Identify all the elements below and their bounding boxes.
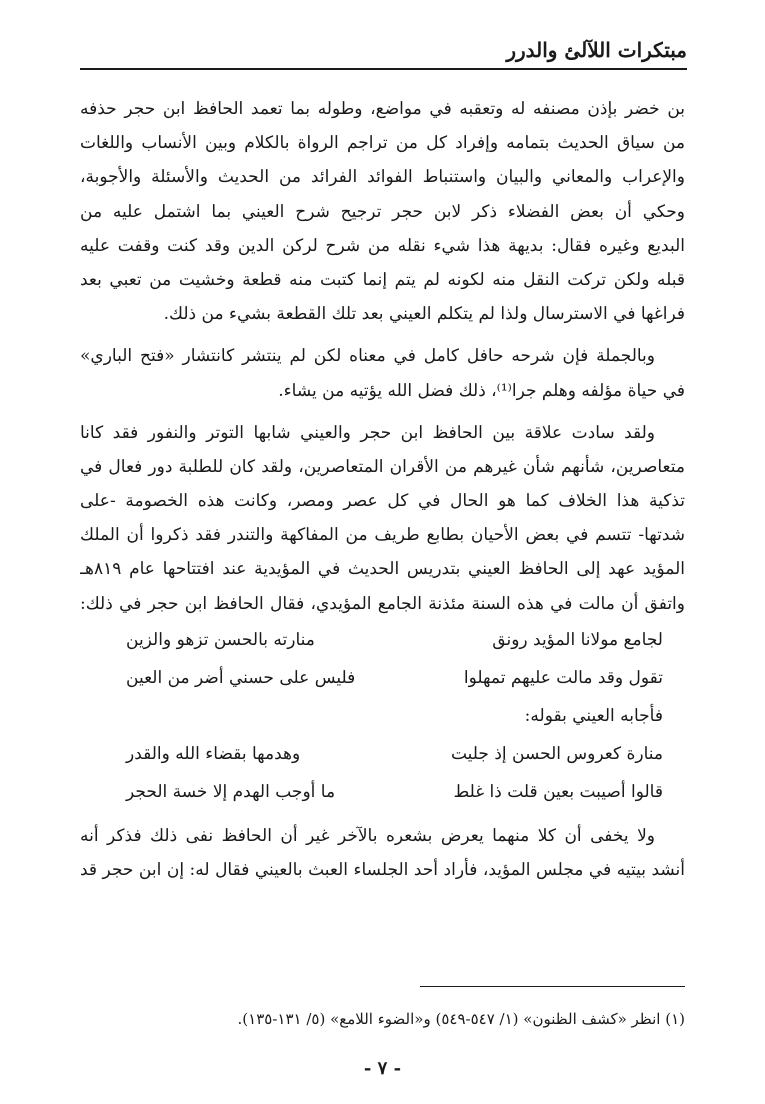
poem-verse [80,773,685,811]
text-line: المؤيد عهد إلى الحافظ العيني بتدريس الحديث في المؤيدية عند افتتاحها عام ٨١٩هـ [80,559,685,580]
text-line: متعاصرين، شأنهم شأن غيرهم من الأقران المتعاصرين، ولقد كان للطلبة دور فعال في [80,456,685,477]
text-line: أنشد بيتيه في مجلس المؤيد، فأراد أحد الجلساء العبث بالعيني فقال له: إن ابن حجر قد [80,860,685,880]
footnote-rule [420,986,685,987]
verse-second-hemistich: منارته بالحسن تزهو والزين [126,629,315,650]
verse-first-hemistich: منارة كعروس الحسن إذ جليت [450,743,663,764]
text-line: فراغها في الاسترسال ولذا لم يتكلم العيني بعد تلك القطعة بشيء من ذلك. [163,304,685,325]
poem-verse [80,659,685,697]
text-line: بن خضر بإذن مصنفه له وتعقبه في مواضع، وطوله بما تعمد الحافظ ابن حجر حذفه [80,99,685,119]
poem-verse [80,735,685,773]
verse-first-hemistich: تقول وقد مالت عليهم تمهلوا [463,667,663,688]
text-line: البديع وغيره فقال: بديهة هذا شيء نقله من شرح لركن الدين وقد كنت وقفت عليه [80,235,685,256]
text-line: تذكية هذا الخلاف كما هو الحال في كل عصر ومصر، وكانت هذه الخصومة -على [80,491,685,512]
text-line: وبالجملة فإن شرحه حافل كامل في معناه لكن لم ينتشر كانتشار «فتح الباري» [80,346,655,367]
text-line: من سياق الحديث بتمامه وإفراد كل من تراجم الرواة بالكلام وبين الأنساب واللغات [80,133,685,154]
header-title: مبتكرات اللآلئ والدرر [506,38,687,62]
verse-first-hemistich: لجامع مولانا المؤيد رونق [492,629,663,650]
reply-intro-text: فأجابه العيني بقوله: [524,705,663,726]
page-number: - ٧ - [363,1058,402,1079]
verse-first-hemistich: قالوا أصيبت بعين قلت ذا غلط [453,781,663,802]
reply-intro [80,697,685,735]
text-line: في حياة مؤلفه وهلم جرا⁽¹⁾، ذلك فضل الله يؤتيه من يشاء. [278,380,685,401]
poem-verse [80,621,685,659]
verse-second-hemistich: فليس على حسني أضر من العين [126,667,356,688]
text-line: وحكي أن بعض الفضلاء ذكر لابن حجر ترجيح شرح العيني بما اشتمل عليه من [80,201,685,222]
main-text [80,92,685,887]
text-line: شدتها- تتسم في بعض الأحيان بطابع طريف من المفاكهة والتندر فقد ذكروا أن الملك [80,525,685,546]
text-line: ولقد سادت علاقة بين الحافظ ابن حجر والعيني شابها التوتر والنفور فقد كانا [80,422,655,443]
text-line: ولا يخفى أن كلا منهما يعرض بشعره بالآخر غير أن الحافظ نفى ذلك فذكر أنه [80,825,655,846]
text-line: والإعراب والمعاني والبيان واستنباط الفوائد الفرائد من الحديث والأسئلة والأجوبة، [80,167,685,188]
verse-second-hemistich: وهدمها بقضاء الله والقدر [126,743,301,764]
verse-second-hemistich: ما أوجب الهدم إلا خسة الحجر [126,781,336,802]
text-line: قبله ولكن تركت النقل منه لكونه لم يتم إنما كتبت منه قطعة وخشيت من تعبي بعد [80,269,685,290]
footnote: (١) انظر «كشف الظنون» (١/ ٥٤٧-٥٤٩) و«الضوء اللامع» (٥/ ١٣١-١٣٥). [237,1010,685,1028]
header-rule [80,68,687,70]
running-header [80,34,687,70]
text-line: واتفق أن مالت في هذه السنة مئذنة الجامع المؤيدي، فقال الحافظ ابن حجر في ذلك: [80,593,685,614]
